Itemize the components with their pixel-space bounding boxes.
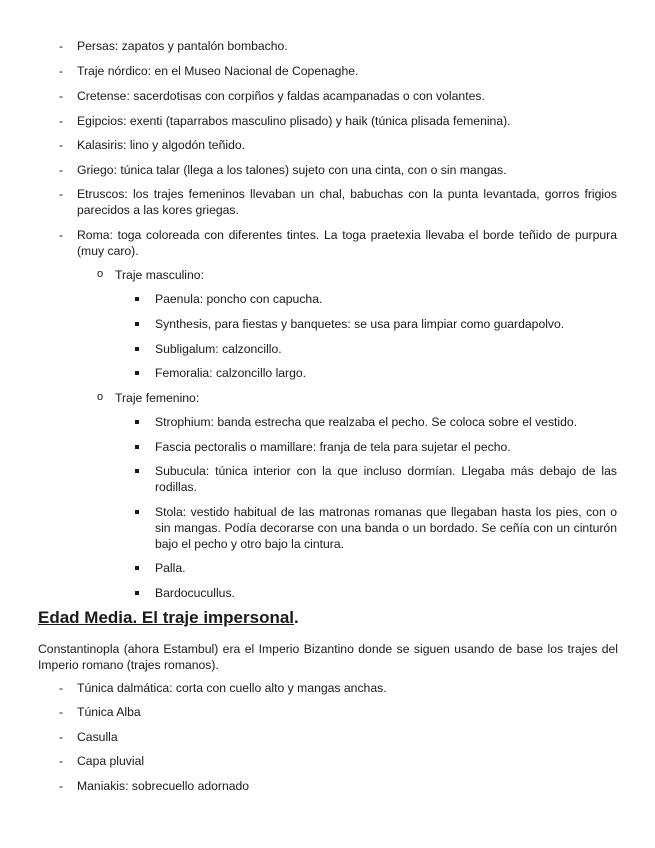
list-item: Palla. xyxy=(155,560,617,576)
list-item: - Kalasiris: lino y algodón teñido. xyxy=(77,137,617,153)
section-heading-suffix: . xyxy=(294,608,299,627)
list-item: Stola: vestido habitual de las matronas romanas que llegaban hasta los pies, con o sin mangas. Podía decorarse con una banda o un bordado. Se ceñía con un cinturón bajo el pecho y otro bajo la cintura. xyxy=(155,505,617,551)
list-item: - Túnica dalmática: corta con cuello alto y mangas anchas. xyxy=(77,680,617,696)
list-item: - Capa pluvial xyxy=(77,753,617,769)
list-item: - Griego: túnica talar (llega a los talones) sujeto con una cinta, con o sin mangas. xyxy=(77,162,617,178)
list-item: - Persas: zapatos y pantalón bombacho. xyxy=(77,38,617,54)
list-item: Synthesis, para fiestas y banquetes: se usa para limpiar como guardapolvo. xyxy=(155,316,617,332)
list-item: - Traje nórdico: en el Museo Nacional de Copenaghe. xyxy=(77,63,617,79)
list-item: Femoralia: calzoncillo largo. xyxy=(155,365,617,381)
list-item: - Egipcios: exenti (taparrabos masculino plisado) y haik (túnica plisada femenina). xyxy=(77,113,617,129)
section-heading xyxy=(38,608,299,628)
section-paragraph: Constantinopla (ahora Estambul) era el Imperio Bizantino donde se siguen usando de base los trajes del Imperio romano (trajes romanos). xyxy=(38,642,618,672)
list-item: - Roma: toga coloreada con diferentes tintes. La toga praetexia llevaba el borde teñido de purpura (muy caro). xyxy=(77,227,617,259)
sublist-label-femenino: o Traje femenino: xyxy=(115,390,615,406)
list-item: Subligalum: calzoncillo. xyxy=(155,341,617,357)
list-item: - Maniakis: sobrecuello adornado xyxy=(77,778,617,794)
list-item: Bardocucullus. xyxy=(155,585,617,601)
list-item: - Etruscos: los trajes femeninos llevaban un chal, babuchas con la punta levantada, gorros frigios parecidos a las kores griegas. xyxy=(77,186,617,218)
list-item: - Túnica Alba xyxy=(77,704,617,720)
list-item: - Casulla xyxy=(77,729,617,745)
sublist-label-masculino: o Traje masculino: xyxy=(115,267,615,283)
list-item: Paenula: poncho con capucha. xyxy=(155,291,617,307)
list-item: Fascia pectoralis o mamillare: franja de tela para sujetar el pecho. xyxy=(155,439,617,455)
section-heading-text: Edad Media. El traje impersonal xyxy=(38,608,295,627)
list-item: - Cretense: sacerdotisas con corpiños y faldas acampanadas o con volantes. xyxy=(77,88,617,104)
list-item: Strophium: banda estrecha que realzaba el pecho. Se coloca sobre el vestido. xyxy=(155,414,617,430)
list-item: Subucula: túnica interior con la que incluso dormían. Llegaba más debajo de las rodillas. xyxy=(155,464,617,494)
